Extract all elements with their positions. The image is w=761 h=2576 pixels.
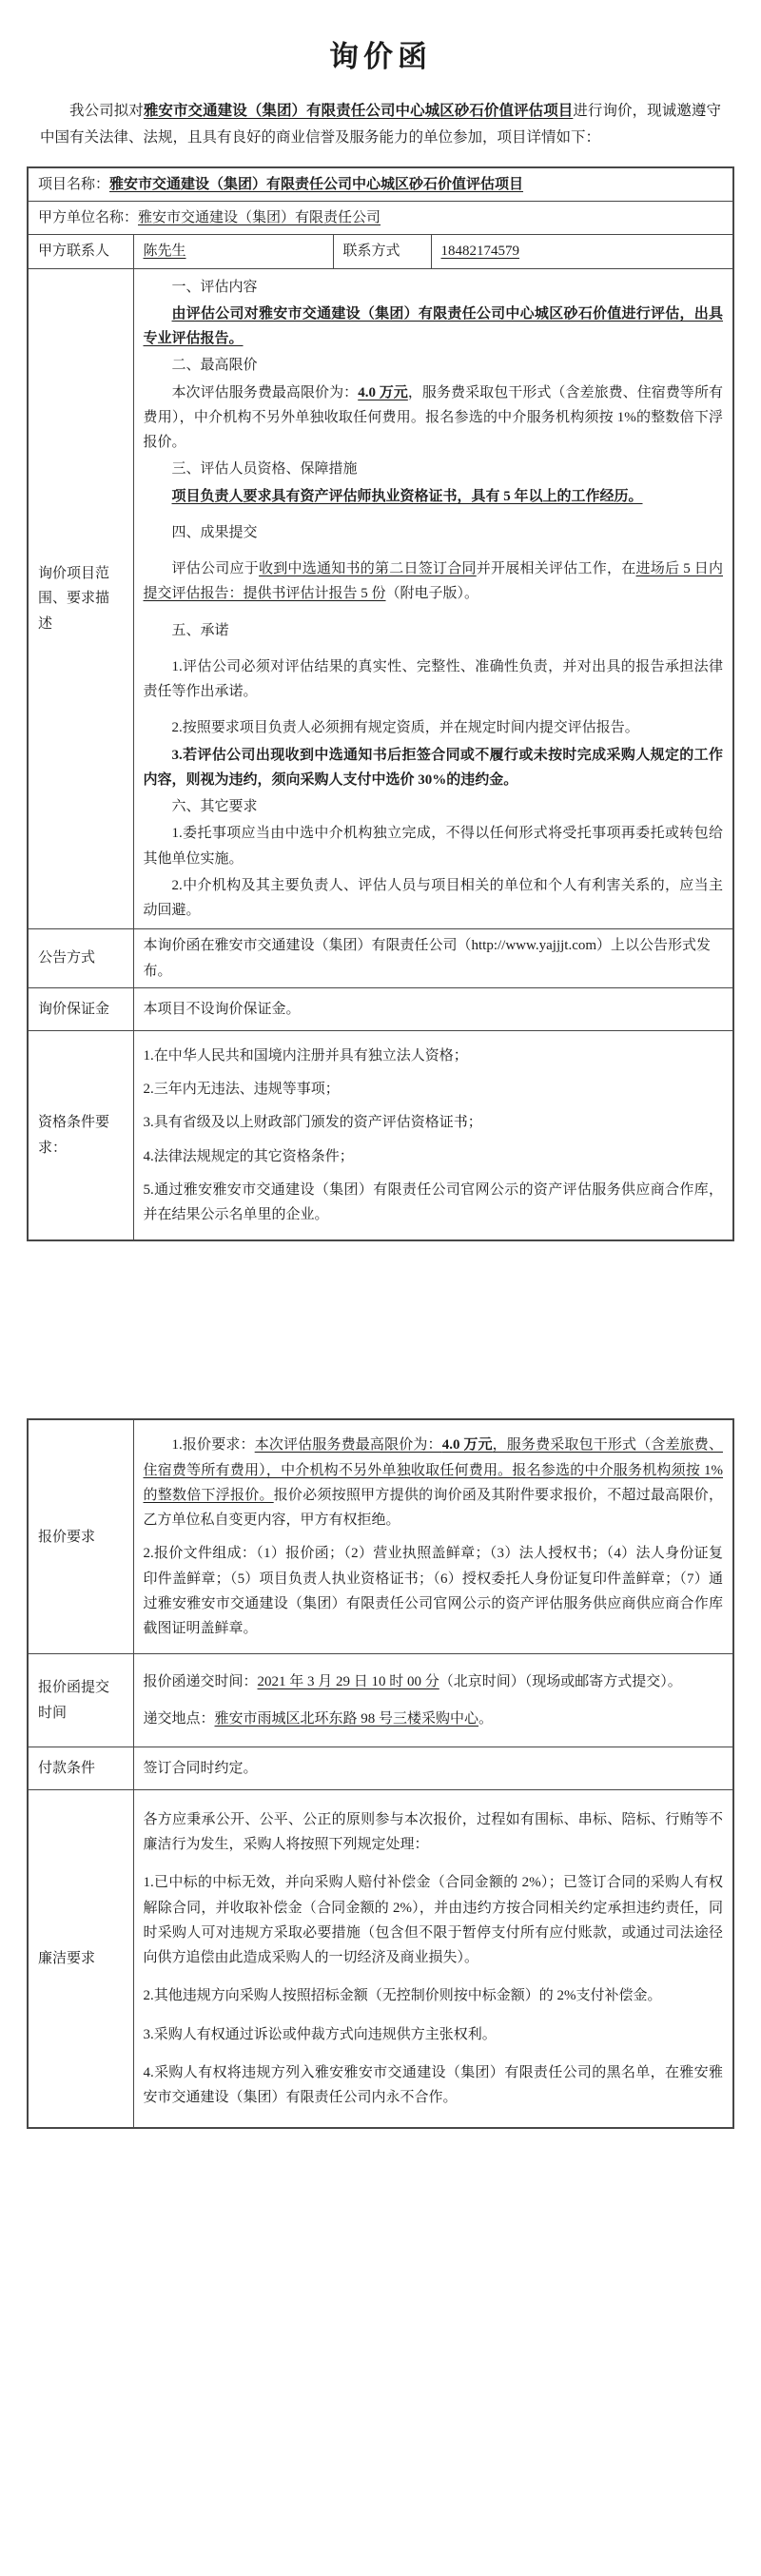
other-req-item: 2.中介机构及其主要负责人、评估人员与项目相关的单位和个人有利害关系的，应当主动回避。 (143, 877, 724, 919)
integrity-row (28, 1789, 733, 2128)
intro-pre-text: 我公司拟对 (69, 103, 144, 119)
delivery-pre: 评估公司应于 (171, 561, 259, 577)
qualification-label: 资格条件要求： (28, 1030, 133, 1240)
scope-section4-title: 四、成果提交 (171, 524, 258, 540)
integrity-item: 3.采购人有权通过诉讼或仲裁方式向违规供方主张权利。 (143, 2026, 497, 2042)
integrity-intro: 各方应秉承公开、公平、公正的原则参与本次报价，过程如有围标、串标、陪标、行贿等不廉洁行为发生，采购人将按照下列规定处理： (143, 1811, 723, 1853)
intro-post-text: 进行询价，现诚邀遵守中国有关法律、法规，且具有良好的商业信誉及服务能力的单位参加，项目详情如下： (40, 103, 721, 146)
quote-req-label: 报价要求 (28, 1419, 133, 1654)
quote-req-p1-number: 1.报价要求： (171, 1437, 255, 1454)
promise-item: 1.评估公司必须对评估结果的真实性、完整性、准确性负责，并对出具的报告承担法律责任等作出承诺。 (143, 658, 724, 700)
other-req-item: 1.委托事项应当由中选中介机构独立完成，不得以任何形式将受托事项再委托或转包给其他单位实施。 (143, 826, 724, 867)
delivery-contract-phrase: 收到中选通知书的第二日签订合同 (259, 561, 477, 577)
qualification-item: 2.三年内无违法、违规等事项； (143, 1082, 340, 1098)
submit-place-post: 。 (478, 1710, 494, 1727)
scope-section2-body (144, 381, 724, 456)
scope-content-cell (133, 268, 733, 929)
delivery-mid: 并开展相关评估工作，在 (476, 561, 636, 577)
quote-req-content-cell (133, 1419, 733, 1654)
scope-section5-title: 五、承诺 (171, 622, 229, 638)
scope-section6-title: 六、其它要求 (171, 799, 258, 815)
scope-section2-title: 二、最高限价 (171, 358, 258, 374)
project-info-table (27, 166, 734, 1242)
scope-section4-body (144, 556, 724, 607)
payment-text: 签订合同时约定。 (133, 1747, 733, 1789)
scope-section1-body: 由评估公司对雅安市交通建设（集团）有限责任公司中心城区砂石价值进行评估，出具专业评估报告。 (143, 305, 724, 347)
page-bottom-whitespace (0, 2129, 761, 2576)
submit-time-line (144, 1669, 724, 1694)
scope-section3-title: 三、评估人员资格、保障措施 (171, 461, 358, 478)
scope-label: 询价项目范围、要求描述 (28, 268, 133, 929)
integrity-item: 2.其他违规方向采购人按照招标金额（无控制价则按中标金额）的 2%支付补偿金。 (143, 1988, 662, 2004)
scope-section1-title: 一、评估内容 (171, 279, 258, 295)
qualification-row (28, 1030, 733, 1240)
integrity-item: 4.采购人有权将违规方列入雅安雅安市交通建设（集团）有限责任公司的黑名单，在雅安雅安市交通建设（集团）有限责任公司内永不合作。 (143, 2064, 723, 2106)
qualification-content-cell (133, 1030, 733, 1240)
project-name-label: 项目名称： (38, 176, 110, 192)
submit-time-post: （北京时间）（现场或邮寄方式提交）。 (439, 1674, 682, 1690)
qualification-item: 4.法律法规规定的其它资格条件； (143, 1148, 354, 1164)
submit-place-value: 雅安市雨城区北环东路 98 号三楼采购中心 (214, 1710, 479, 1727)
quote-req-p1-underlined-post: ，服务费采取包干形式（含差旅费、住宿费等所有费用），中介机构不另外单独收取任何费用。报名参选的中介服务机构须按 1%的整数倍下浮报价。 (143, 1437, 723, 1503)
scope-row (28, 268, 733, 929)
max-price-pre: 本次评估服务费最高限价为： (171, 384, 359, 400)
qualification-item: 3.具有省级及以上财政部门颁发的资产评估资格证书； (143, 1115, 482, 1131)
quote-req-row (28, 1419, 733, 1654)
announcement-text: 本询价函在雅安市交通建设（集团）有限责任公司（http://www.yajjjt.com）上以公告形式发布。 (133, 929, 733, 988)
deposit-label: 询价保证金 (28, 987, 133, 1030)
contact-label: 甲方联系人 (28, 235, 133, 268)
integrity-content-cell (133, 1789, 733, 2128)
qualification-item: 1.在中华人民共和国境内注册并具有独立法人资格； (143, 1047, 468, 1064)
contact-phone: 18482174579 (440, 244, 519, 260)
intro-paragraph (40, 98, 721, 151)
party-a-label: 甲方单位名称： (38, 210, 139, 226)
contact-phone-label: 联系方式 (333, 235, 431, 268)
contact-name-cell (133, 235, 333, 268)
contact-name: 陈先生 (143, 244, 186, 260)
promise-item: 3.若评估公司出现收到中选通知书后拒签合同或不履行或未按时完成采购人规定的工作内容，则视为违约，须向采购人支付中选价 30%的违约金。 (143, 747, 724, 788)
promise-item: 2.按照要求项目负责人必须拥有规定资质，并在规定时间内提交评估报告。 (171, 720, 639, 736)
submit-time-row (28, 1654, 733, 1747)
quote-req-p1-underlined-pre: 本次评估服务费最高限价为： (254, 1437, 442, 1454)
quote-req-paragraph-1 (144, 1433, 724, 1532)
delivery-report-phrase: 进场后 5 日内提交评估报告：提供书评估计报告 5 份 (143, 561, 723, 602)
integrity-item: 1.已中标的中标无效，并向采购人赔付补偿金（合同金额的 2%）；已签订合同的采购人有权解除合同，并收取补偿金（合同金额的 2%），并由违约方按合同相关约定承担违约责任，同时采购人可对违规方采取必要措施（包含但不限于暂停支付所有应付账款，或通过司法途径向供方追偿由此造成采购人的一切经济及商业损失）。 (143, 1875, 723, 1966)
project-name-row (28, 167, 733, 202)
quote-req-paragraph-2: 2.报价文件组成：（1）报价函；（2）营业执照盖鲜章；（3）法人授权书；（4）法人身份证复印件盖鲜章；（5）项目负责人执业资格证书；（6）授权委托人身份证复印件盖鲜章；（7）通过雅安雅安市交通建设（集团）有限责任公司官网公示的资产评估服务供应商供应商合作库截图证明盖鲜章。 (143, 1546, 723, 1637)
submit-place-line (144, 1707, 724, 1731)
party-a-value: 雅安市交通建设（集团）有限责任公司 (138, 210, 381, 226)
submit-time-pre: 报价函递交时间： (143, 1674, 258, 1690)
quote-req-price: 4.0 万元 (441, 1437, 493, 1454)
scope-section3-body: 项目负责人要求具有资产评估师执业资格证书，具有 5 年以上的工作经历。 (171, 488, 643, 504)
intro-project-name: 雅安市交通建设（集团）有限责任公司中心城区砂石价值评估项目 (143, 103, 574, 119)
party-a-row (28, 202, 733, 235)
payment-label: 付款条件 (28, 1747, 133, 1789)
deposit-row (28, 987, 733, 1030)
payment-row (28, 1747, 733, 1789)
announcement-row (28, 929, 733, 988)
quote-req-p1-rest: 报价必须按照甲方提供的询价函及其附件要求报价，不超过最高限价，乙方单位私自变更内容，甲方有权拒绝。 (143, 1487, 723, 1529)
project-name-cell (28, 167, 733, 202)
integrity-label: 廉洁要求 (28, 1789, 133, 2128)
submit-time-content-cell (133, 1654, 733, 1747)
qualification-item: 5.通过雅安雅安市交通建设（集团）有限责任公司官网公示的资产评估服务供应商合作库，并在结果公示名单里的企业。 (143, 1181, 724, 1223)
quote-requirements-table (27, 1418, 734, 2129)
contact-row (28, 235, 733, 268)
project-name-value: 雅安市交通建设（集团）有限责任公司中心城区砂石价值评估项目 (109, 176, 524, 192)
deposit-text: 本项目不设询价保证金。 (133, 987, 733, 1030)
announcement-label: 公告方式 (28, 929, 133, 988)
contact-phone-cell (431, 235, 733, 268)
document-title: 询价函 (329, 40, 432, 73)
submit-time-value: 2021 年 3 月 29 日 10 时 00 分 (257, 1674, 439, 1690)
delivery-post: （附电子版）。 (385, 586, 479, 602)
submit-time-label: 报价函提交时间 (28, 1654, 133, 1747)
submit-place-pre: 递交地点： (143, 1710, 215, 1727)
max-price-value: 4.0 万元 (358, 384, 408, 400)
party-a-cell (28, 202, 733, 235)
max-price-post: ，服务费采取包干形式（含差旅费、住宿费等所有费用），中介机构不另外单独收取任何费用。报名参选的中介服务机构须按 1%的整数倍下浮报价。 (143, 384, 724, 451)
